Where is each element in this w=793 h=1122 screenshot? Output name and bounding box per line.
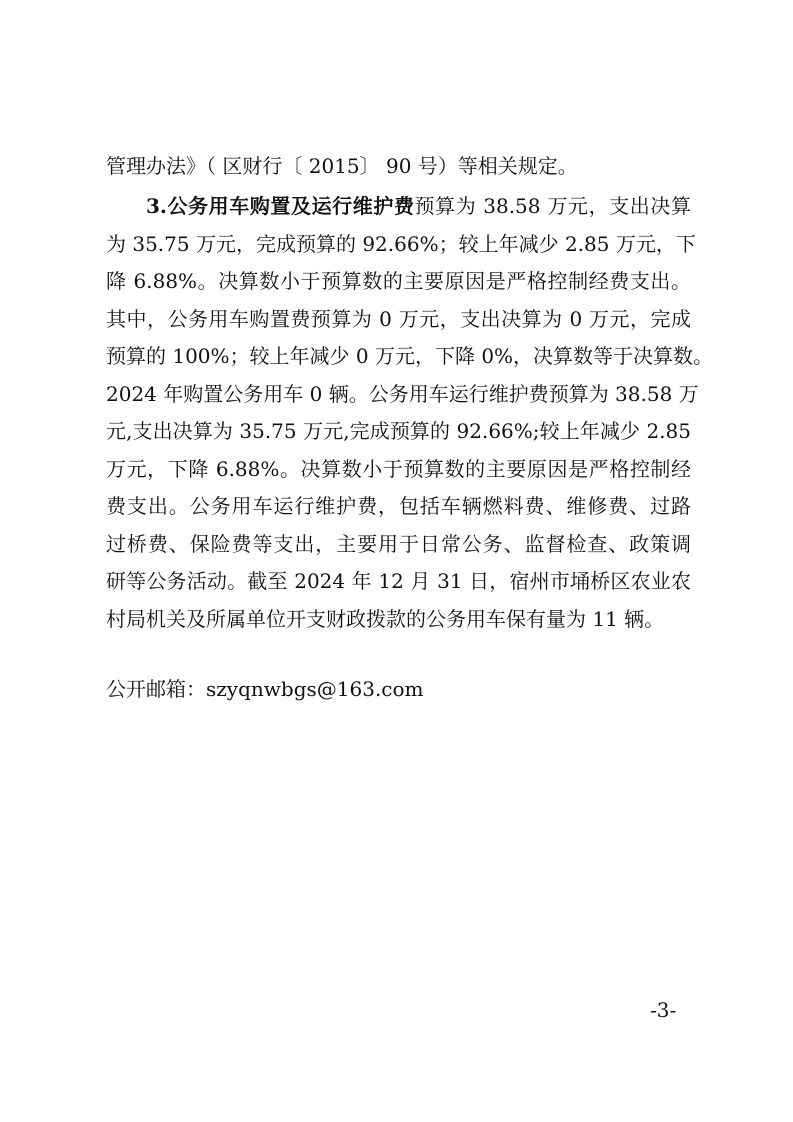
paragraph-line: 村局机关及所属单位开支财政拨款的公务用车保有量为 11 辆。 <box>106 607 665 631</box>
section-3-first-line <box>146 191 691 221</box>
paragraph-line: 2024 年购置公务用车 0 辆。公务用车运行维护费预算为 38.58 万 <box>106 382 699 406</box>
paragraph-line: 元,支出决算为 35.75 万元,完成预算的 92.66%;较上年减少 2.85 <box>106 419 691 443</box>
paragraph-line: 降 6.88%。决算数小于预算数的主要原因是严格控制经费支出。 <box>106 269 691 293</box>
section-3-line1-text: 预算为 38.58 万元，支出决算 <box>414 194 691 218</box>
paragraph-line: 万元，下降 6.88%。决算数小于预算数的主要原因是严格控制经 <box>106 457 691 481</box>
public-email: 公开邮箱：szyqnwbgs@163.com <box>106 677 424 701</box>
paragraph-line: 为 35.75 万元，完成预算的 92.66%；较上年减少 2.85 万元，下 <box>106 232 696 256</box>
paragraph-line: 管理办法》（ 区财行〔 2015〕 90 号）等相关规定。 <box>106 154 578 178</box>
paragraph-line: 预算的 100%；较上年减少 0 万元，下降 0%，决算数等于决算数。 <box>106 344 714 368</box>
section-3-heading: 3.公务用车购置及运行维护费 <box>146 194 415 218</box>
paragraph-line: 研等公务活动。截至 2024 年 12 月 31 日，宿州市埇桥区农业农 <box>106 569 691 593</box>
paragraph-line: 其中，公务用车购置费预算为 0 万元，支出决算为 0 万元，完成 <box>106 307 691 331</box>
page-number: -3- <box>650 998 677 1022</box>
paragraph-line: 过桥费、保险费等支出，主要用于日常公务、监督检查、政策调 <box>106 532 691 556</box>
paragraph-line: 费支出。公务用车运行维护费，包括车辆燃料费、维修费、过路 <box>106 494 691 518</box>
